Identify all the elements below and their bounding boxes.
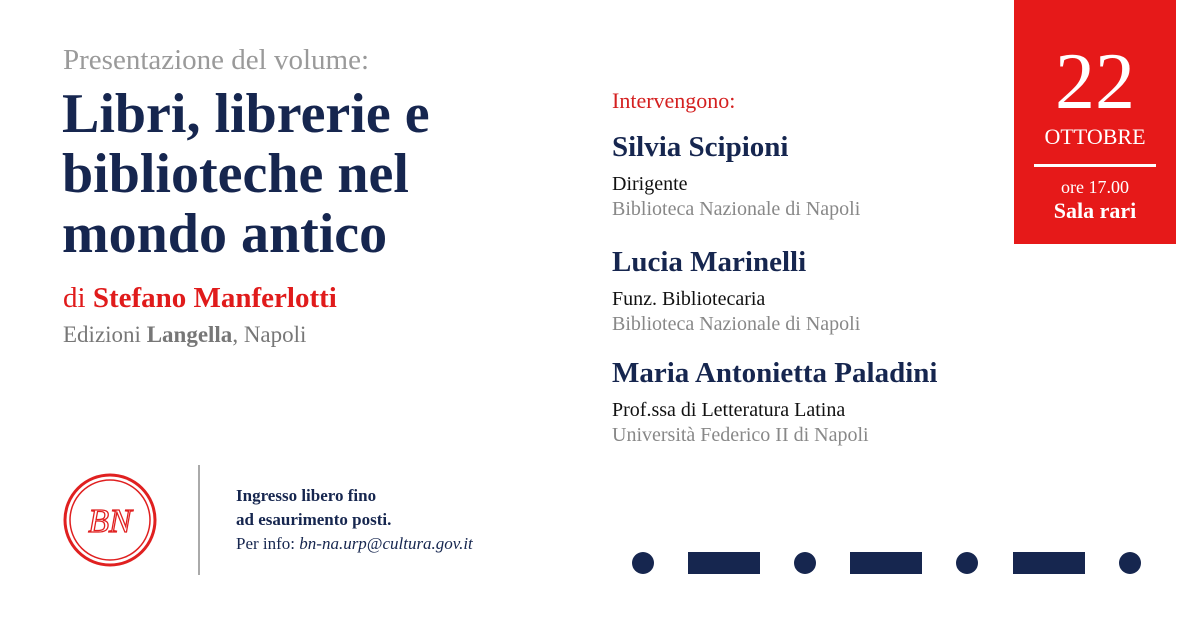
- book-title: Libri, librerie e biblioteche nel mondo antico: [62, 83, 430, 265]
- logo-monogram: BN: [88, 503, 132, 540]
- speaker: [612, 245, 1012, 337]
- speakers-intro: Intervengono:: [612, 88, 736, 113]
- decor-bar: [1013, 552, 1085, 574]
- author-prefix: di: [63, 282, 86, 314]
- entry-info: [236, 484, 473, 556]
- decor-dot: [632, 552, 654, 574]
- speaker: [612, 356, 1012, 448]
- speaker-name: Lucia Marinelli: [612, 246, 807, 278]
- date-box: [1014, 0, 1176, 244]
- decor-dot: [794, 552, 816, 574]
- publisher-city: , Napoli: [232, 322, 307, 347]
- decor-bar: [688, 552, 760, 574]
- event-month: OTTOBRE: [1044, 124, 1146, 149]
- info-label: Per info:: [236, 534, 296, 553]
- event-day: 22: [1055, 38, 1135, 126]
- publisher-prefix: Edizioni: [63, 322, 141, 347]
- speaker-institution: Biblioteca Nazionale di Napoli: [612, 313, 861, 335]
- speaker-role: Funz. Bibliotecaria: [612, 288, 766, 310]
- vertical-divider: [198, 465, 200, 575]
- speaker-name: Silvia Scipioni: [612, 131, 789, 163]
- author-line: [63, 282, 337, 315]
- entry-line-2: ad esaurimento posti.: [236, 510, 392, 529]
- event-room: Sala rari: [1053, 198, 1137, 223]
- decor-dot: [1119, 552, 1141, 574]
- publisher-name: Langella: [146, 322, 233, 347]
- speaker-role: Dirigente: [612, 173, 688, 195]
- speaker-role: Prof.ssa di Letteratura Latina: [612, 399, 846, 421]
- author-name: Stefano Manferlotti: [92, 282, 337, 314]
- speaker-institution: Biblioteca Nazionale di Napoli: [612, 198, 861, 220]
- divider: [1034, 164, 1156, 167]
- bnn-logo-icon: [62, 472, 158, 568]
- speaker-name: Maria Antonietta Paladini: [612, 357, 938, 389]
- contact-email[interactable]: bn-na.urp@cultura.gov.it: [299, 534, 473, 553]
- speaker: [612, 130, 1012, 222]
- entry-line-1: Ingresso libero fino: [236, 486, 377, 505]
- decor-bar: [850, 552, 922, 574]
- speaker-institution: Università Federico II di Napoli: [612, 424, 869, 446]
- subtitle: Presentazione del volume:: [63, 44, 370, 76]
- decor-dot: [956, 552, 978, 574]
- event-time: ore 17.00: [1061, 177, 1129, 197]
- publisher-line: [63, 322, 306, 348]
